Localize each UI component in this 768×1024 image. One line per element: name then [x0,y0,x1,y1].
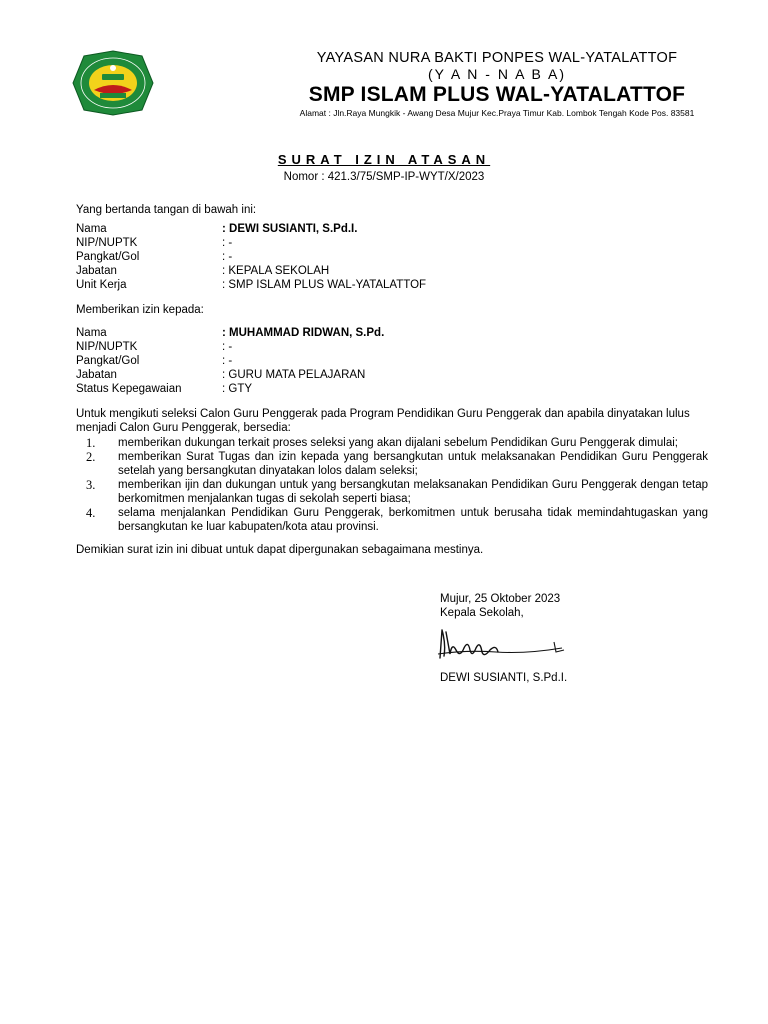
field-value: : GURU MATA PELAJARAN [222,369,366,381]
signer-row-name [76,222,724,236]
signature-icon [436,624,570,666]
foundation-short-name: (Y A N - N A B A) [427,66,566,82]
signer-position: Kepala Sekolah, [440,607,524,619]
field-value: : - [222,341,233,353]
item-number: 4. [86,506,96,520]
item-number: 3. [86,478,96,492]
item-number: 1. [86,436,96,450]
field-label: Unit Kerja [76,279,127,291]
field-label: NIP/NUPTK [76,341,138,353]
school-logo-icon [72,50,154,116]
field-value: : - [222,251,233,263]
field-value: : GTY [222,383,253,395]
field-value: : - [222,355,233,367]
item-text: selama menjalankan Pendidikan Guru Penggerak, berkomitmen untuk berusaha tidak memindahtugaskan yang bersangkutan ke luar kabupaten/kota atau provinsi. [118,507,708,533]
field-label: Nama [76,223,107,235]
letter-title: SURAT IZIN ATASAN [277,152,491,167]
field-value: : MUHAMMAD RIDWAN, S.Pd. [222,327,385,339]
field-label: Jabatan [76,369,117,381]
grantee-row-rank [76,354,724,368]
place-date: Mujur, 25 Oktober 2023 [440,593,561,605]
intro-text: Yang bertanda tangan di bawah ini: [76,204,257,216]
grantee-row-nip [76,340,724,354]
school-address: Alamat : Jln.Raya Mungkik - Awang Desa Mujur Kec.Praya Timur Kab. Lombok Tengah Kode Pos. 83581 [299,108,695,118]
item-text: memberikan dukungan terkait proses seleksi yang akan dijalani sebelum Pendidikan Guru Penggerak dimulai; [118,437,678,449]
item-number: 2. [86,450,96,464]
grantee-row-position [76,368,724,382]
grantee-details [76,326,724,396]
signer-row-position [76,264,724,278]
field-label: Jabatan [76,265,117,277]
grant-intro-text: Memberikan izin kepada: [76,304,204,316]
field-label: Pangkat/Gol [76,251,140,263]
list-item [86,450,708,478]
signer-details [76,222,724,292]
signature-block [440,592,560,620]
list-item [86,478,708,506]
item-text: memberikan ijin dan dukungan untuk yang bersangkutan melaksanakan Pendidikan Guru Penggerak dengan tetap berkomitmen menjalankan tugas di sekolah seperti biasa; [118,479,708,505]
signer-row-unit [76,278,724,292]
school-name: SMP ISLAM PLUS WAL-YATALATTOF [308,83,686,106]
field-label: Nama [76,327,107,339]
purpose-text: Untuk mengikuti seleksi Calon Guru Penggerak pada Program Pendidikan Guru Penggerak dan apabila dinyatakan lulus menjadi Calon Guru Penggerak, bersedia: [76,408,690,434]
field-value: : SMP ISLAM PLUS WAL-YATALATTOF [222,279,427,291]
foundation-name: YAYASAN NURA BAKTI PONPES WAL-YATALATTOF [316,50,678,66]
field-value: : - [222,237,233,249]
field-value: : DEWI SUSIANTI, S.Pd.I. [222,223,358,235]
letter-number: Nomor : 421.3/75/SMP-IP-WYT/X/2023 [283,171,485,183]
field-label: Pangkat/Gol [76,355,140,367]
field-label: Status Kepegawaian [76,383,182,395]
signer-row-nip [76,236,724,250]
closing-text: Demikian surat izin ini dibuat untuk dapat dipergunakan sebagaimana mestinya. [76,544,484,556]
grantee-row-name [76,326,724,340]
list-item [86,436,708,450]
field-value: : KEPALA SEKOLAH [222,265,330,277]
grantee-row-status [76,382,724,396]
field-label: NIP/NUPTK [76,237,138,249]
signer-name: DEWI SUSIANTI, S.Pd.I. [440,672,568,684]
item-text: memberikan Surat Tugas dan izin kepada yang bersangkutan untuk melaksanakan Pendidikan Guru Penggerak setelah yang bersangkutan dinyatakan lolos dalam seleksi; [118,451,708,477]
signer-row-rank [76,250,724,264]
letterhead [250,50,744,119]
commitment-list [86,436,708,534]
list-item [86,506,708,534]
